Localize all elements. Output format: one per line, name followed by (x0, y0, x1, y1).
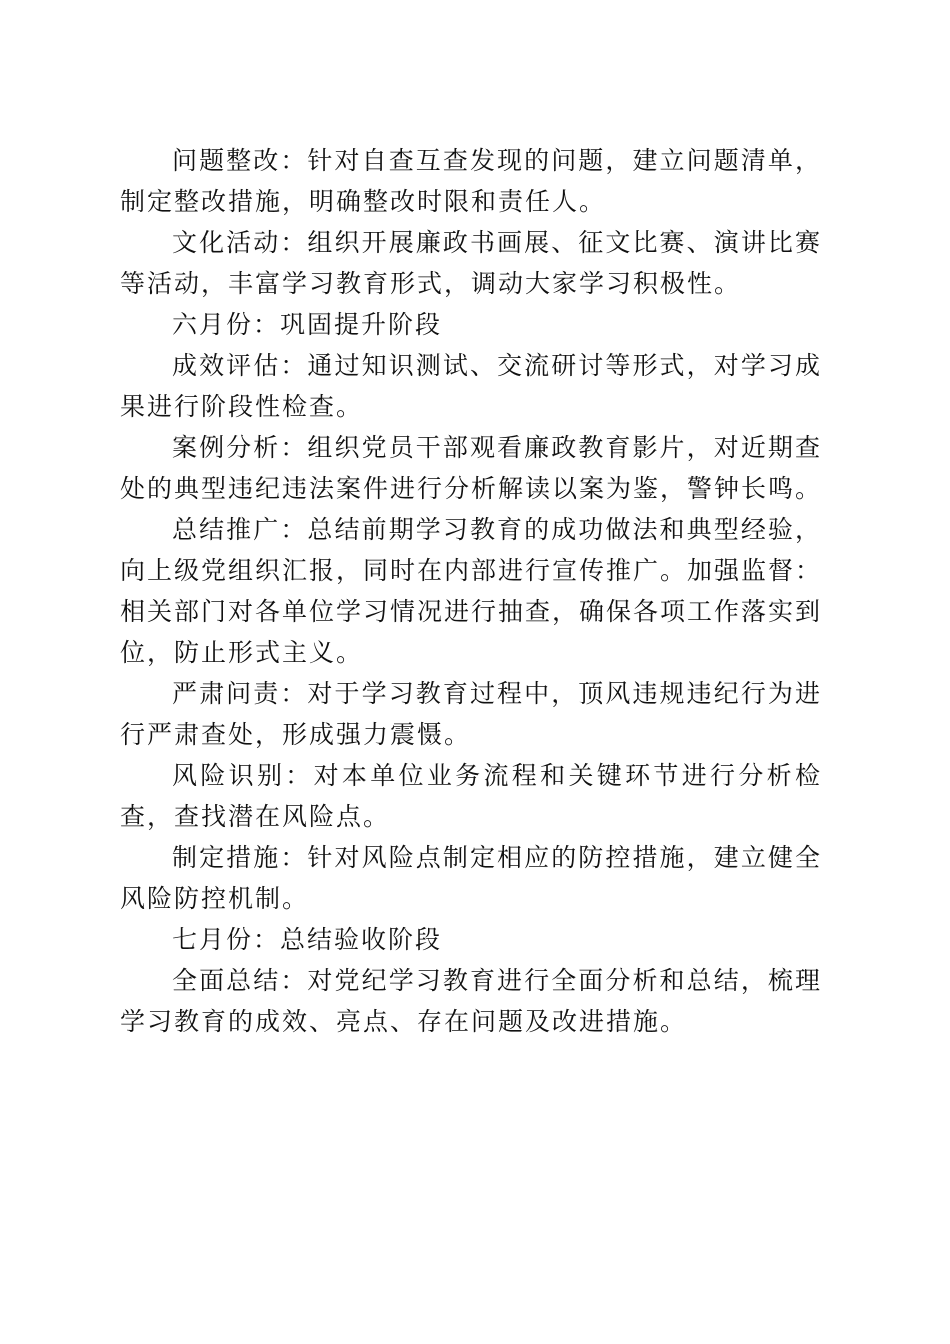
paragraph-strict-accountability: 严肃问责：对于学习教育过程中，顶风违规违纪行为进行严肃查处，形成强力震慑。 (120, 679, 822, 749)
document-body (120, 140, 822, 1042)
section-heading-june: 六月份：巩固提升阶段 (172, 310, 443, 339)
paragraph-effect-evaluation: 成效评估：通过知识测试、交流研讨等形式，对学习成果进行阶段性检查。 (120, 351, 822, 421)
paragraph-cultural-activities: 文化活动：组织开展廉政书画展、征文比赛、演讲比赛等活动，丰富学习教育形式，调动大家学习积极性。 (120, 228, 822, 298)
paragraph-risk-identification: 风险识别：对本单位业务流程和关键环节进行分析检查，查找潜在风险点。 (120, 761, 822, 831)
paragraph-problem-rectification: 问题整改：针对自查互查发现的问题，建立问题清单，制定整改措施，明确整改时限和责任人。 (120, 146, 822, 216)
paragraph-measures: 制定措施：针对风险点制定相应的防控措施，建立健全风险防控机制。 (120, 843, 822, 913)
paragraph-overall-summary: 全面总结：对党纪学习教育进行全面分析和总结，梳理学习教育的成效、亮点、存在问题及改进措施。 (120, 966, 822, 1036)
paragraph-case-analysis: 案例分析：组织党员干部观看廉政教育影片，对近期查处的典型违纪违法案件进行分析解读以案为鉴，警钟长鸣。 (120, 433, 823, 503)
section-heading-july: 七月份：总结验收阶段 (172, 925, 443, 954)
paragraph-summary-promotion: 总结推广：总结前期学习教育的成功做法和典型经验，向上级党组织汇报，同时在内部进行宣传推广。加强监督：相关部门对各单位学习情况进行抽查，确保各项工作落实到位，防止形式主义。 (120, 515, 823, 667)
